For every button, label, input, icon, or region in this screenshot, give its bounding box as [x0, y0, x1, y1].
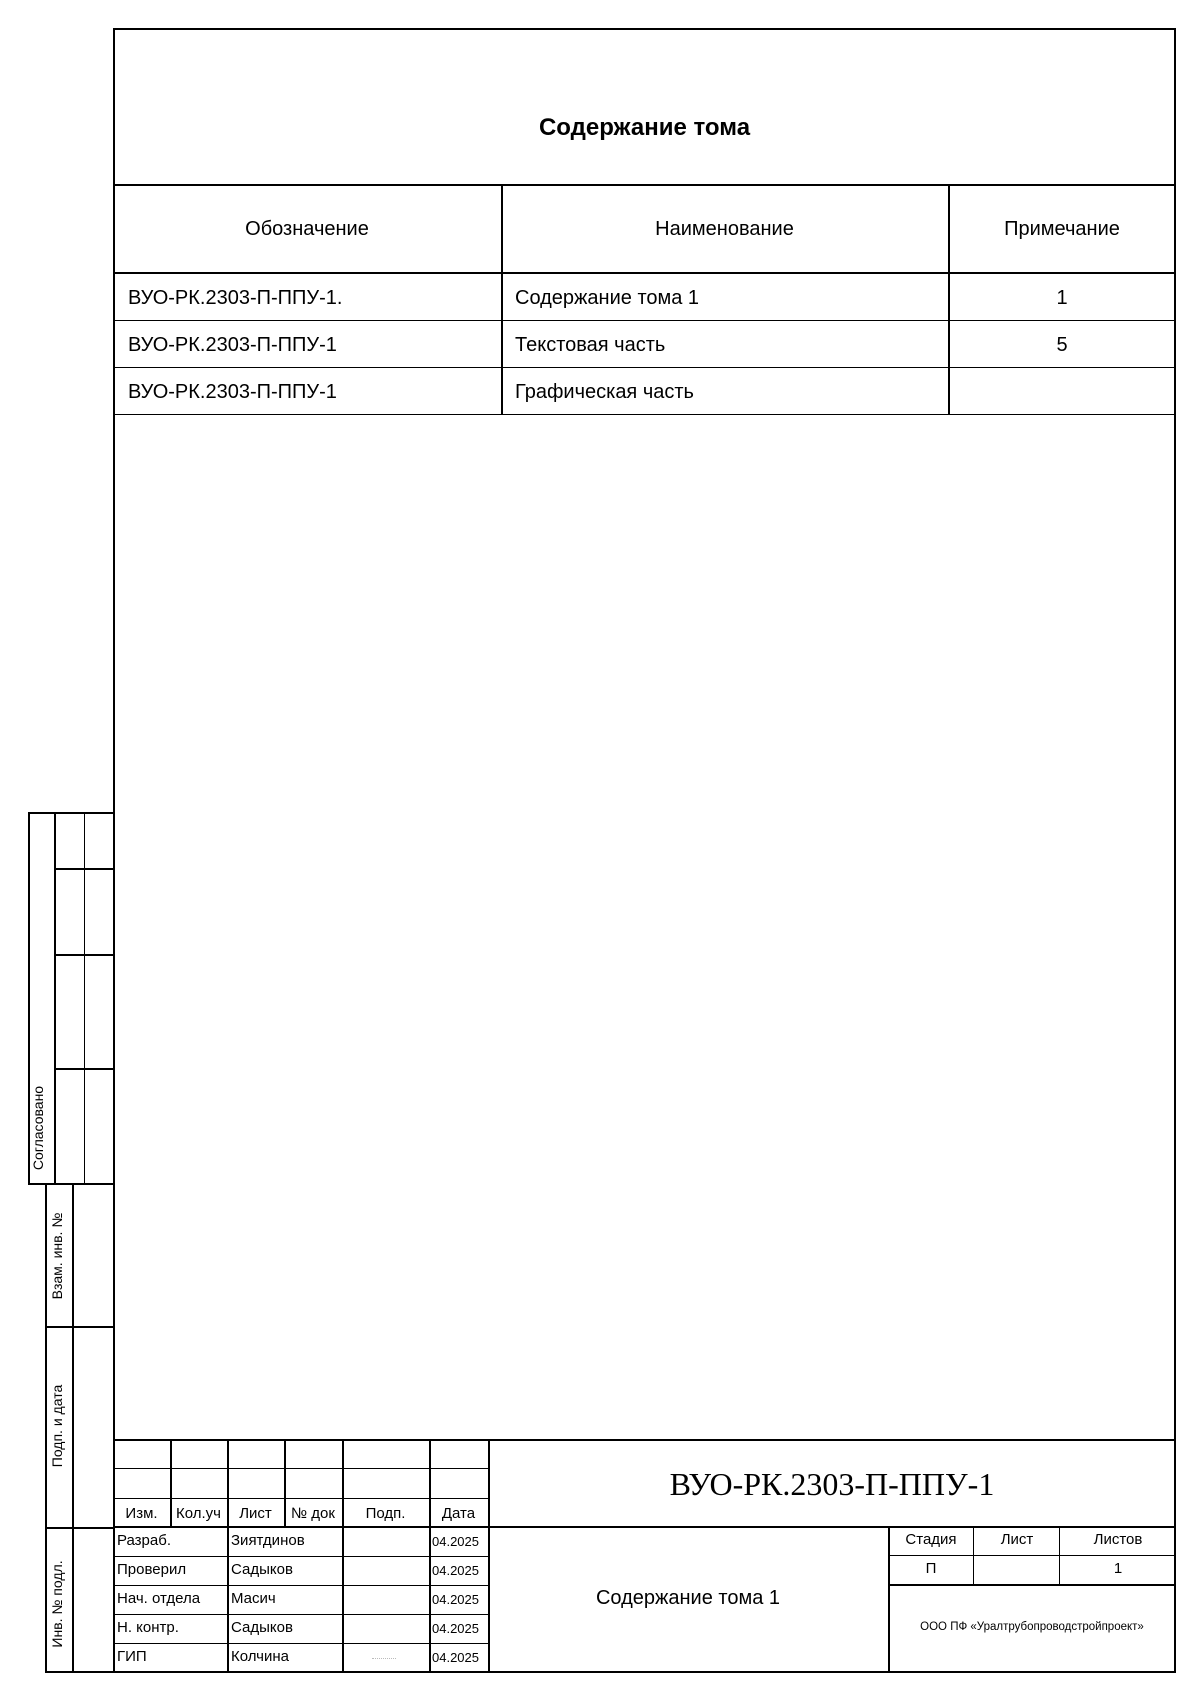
person-name: Колчина [231, 1648, 289, 1665]
person-role: Нач. отдела [117, 1590, 201, 1607]
person-name: Зиятдинов [231, 1532, 305, 1549]
table-header-note: Примечание [1004, 218, 1120, 240]
col-header-kolvo: Кол.уч [176, 1505, 221, 1522]
stage-label: Стадия [905, 1531, 957, 1548]
page-title: Содержание тома [538, 114, 751, 141]
table-header-line [113, 272, 1176, 274]
table-top-line [113, 184, 1176, 186]
col-header-sign: Подп. [365, 1505, 406, 1522]
side-label-agreed: Согласовано [30, 1085, 46, 1171]
person-role: Разраб. [117, 1532, 172, 1549]
side-label-inv-orig: Инв. № подл. [49, 1560, 65, 1648]
table-row-line [113, 320, 1176, 321]
person-name: Садыков [231, 1619, 293, 1636]
table-cell-name: Содержание тома 1 [515, 287, 700, 309]
person-date: 04.2025 [432, 1563, 479, 1578]
col-header-izm: Изм. [125, 1505, 158, 1522]
col-header-list: Лист [239, 1505, 272, 1522]
table-header-name: Наименование [655, 218, 794, 240]
col-header-docnum: № док [291, 1505, 335, 1522]
table-row-line [113, 367, 1176, 368]
person-name: Садыков [231, 1561, 293, 1578]
table-cell-code: ВУО-РК.2303-П-ППУ-1. [128, 287, 343, 309]
sheets-label: Листов [1093, 1531, 1143, 1548]
person-role: Проверил [117, 1561, 187, 1578]
person-name: Масич [231, 1590, 276, 1607]
col-header-date: Дата [441, 1505, 476, 1522]
page-frame [113, 28, 1176, 1673]
table-cell-code: ВУО-РК.2303-П-ППУ-1 [128, 381, 337, 403]
side-stamp [28, 812, 115, 1673]
sheet-label: Лист [1000, 1531, 1034, 1548]
person-role: Н. контр. [117, 1619, 179, 1636]
person-date: 04.2025 [432, 1621, 479, 1636]
table-header-code: Обозначение [245, 218, 369, 240]
table-cell-note: 5 [1056, 334, 1068, 356]
table-cell-name: Текстовая часть [515, 334, 666, 356]
side-label-sign-date: Подп. и дата [49, 1384, 65, 1468]
person-date: 04.2025 [432, 1534, 479, 1549]
sheets-value: 1 [1113, 1560, 1123, 1577]
organization-name: ООО ПФ «Уралтрубопроводстройпроект» [920, 1621, 1144, 1633]
person-role: ГИП [117, 1648, 147, 1665]
signature-mark [372, 1653, 396, 1659]
person-date: 04.2025 [432, 1650, 479, 1665]
table-cell-note: 1 [1056, 287, 1068, 309]
table-cell-name: Графическая часть [515, 381, 694, 403]
side-label-replace-inv: Взам. инв. № [49, 1212, 65, 1300]
doc-code: ВУО-РК.2303-П-ППУ-1 [669, 1466, 995, 1502]
table-row-line [113, 414, 1176, 415]
stage-value: П [925, 1560, 937, 1577]
person-date: 04.2025 [432, 1592, 479, 1607]
table-cell-code: ВУО-РК.2303-П-ППУ-1 [128, 334, 337, 356]
stamp-doc-title: Содержание тома 1 [595, 1587, 781, 1609]
